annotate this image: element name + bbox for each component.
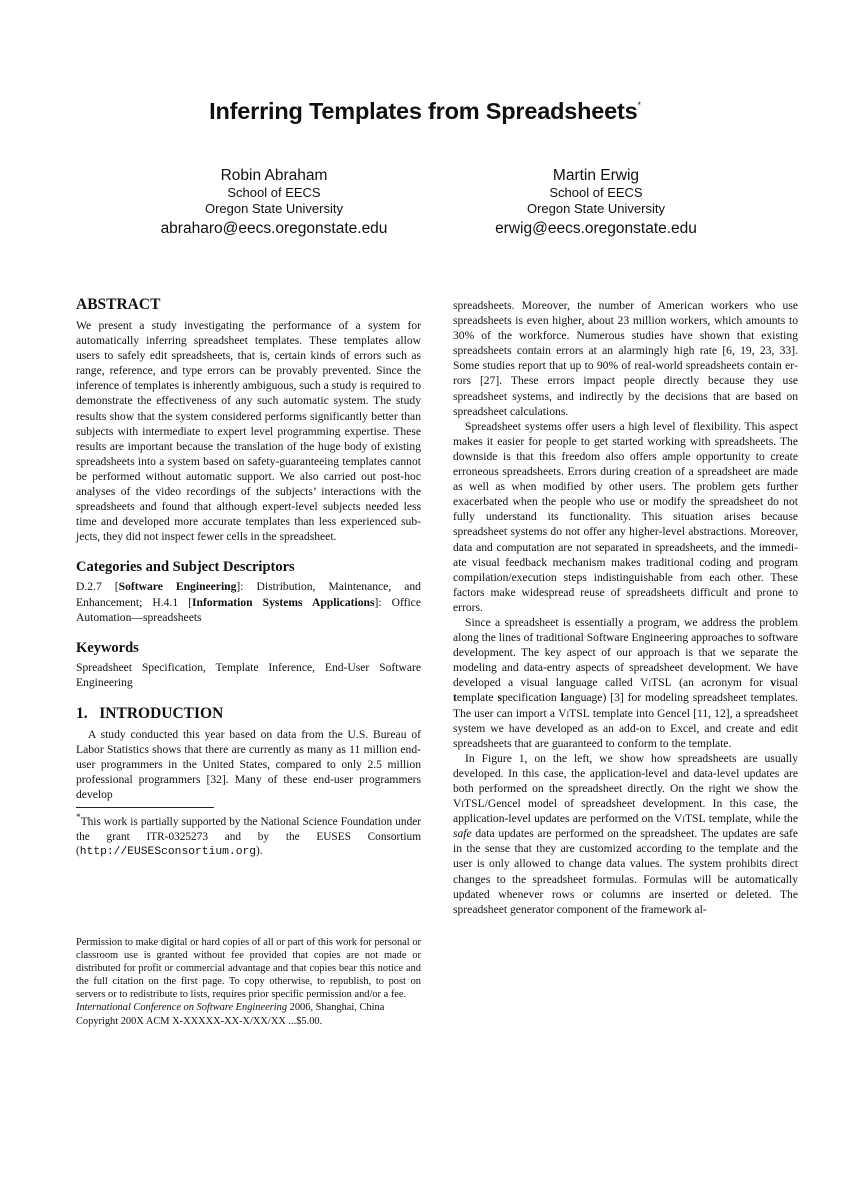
introduction-paragraph: A study conducted this year based on data from the U.S. Bureau of Labor Statistics shows that there are currently as many as 11 million end-user programmers in the United States, compared to only 2.5 million professional programmers [32]. Many of these end-user programmers develop bbox=[76, 727, 421, 802]
right-column bbox=[453, 298, 798, 917]
footnote-url[interactable]: http://EUSESconsortium.org bbox=[79, 846, 257, 859]
author-department: School of EECS bbox=[549, 185, 643, 200]
author-name: Robin Abraham bbox=[220, 167, 328, 184]
author-name: Martin Erwig bbox=[552, 167, 640, 184]
introduction-heading: 1. INTRODUCTION bbox=[76, 704, 224, 722]
paper-title: Inferring Templates from Spreadsheets* bbox=[209, 98, 641, 124]
left-column bbox=[76, 296, 421, 860]
keywords-text: Spreadsheet Specification, Template Inference, End-User Software Engineering bbox=[76, 660, 421, 689]
keywords-heading: Keywords bbox=[76, 639, 139, 656]
author-university: Oregon State University bbox=[204, 201, 343, 216]
permission-notice bbox=[76, 936, 421, 1028]
author-email: abraharo@eecs.oregonstate.edu bbox=[160, 220, 388, 237]
permission-text: Permission to make digital or hard copies of all or part of this work for personal or classroom use is granted without fee provided that copies are not made or distributed for profit or commercial advantage and that copies bear this notice and the full citation on the first page. To copy otherwise, to republish, to post on servers or to redistribute to lists, requires prior specific permission and/or a fee. bbox=[76, 937, 421, 1001]
copyright-line: Copyright 200X ACM X-XXXXX-XX-X/XX/XX ...$5.00. bbox=[76, 1015, 323, 1027]
introduction-paragraph: In Figure 1, on the left, we show how spreadsheets are usually developed. In this case, the application-level and data-level updates are both performed on the spreadsheet directly. On the right we show the ViTSL/Gencel model of spreadsheet development. In this case, the application-level updates are performed on the ViTSL template, while the safe data updates are performed on the spreadsheet. The updates are safe in the sense that they are customized according to the template and the user is only allowed to change data values. The system prohibits direct changes to the spreadsheet formulas. Formulas will be automatically updated whenever rows or columns are inserted or deleted. The spreadsheet generator component of the framework al- bbox=[453, 751, 798, 916]
categories-text: D.2.7 [Software Engineering]: Distribution, Maintenance, and Enhancement; H.4.1 [Information Systems Applications]: Office Automation—spreadsheets bbox=[76, 580, 421, 624]
footnote-divider bbox=[76, 807, 214, 808]
footnote: *This work is partially supported by the National Science Foundation under the grant ITR-0325273 and by the EUSES Consortium (http://EUSESconsortium.org). bbox=[76, 813, 421, 859]
abstract-text: We present a study investigating the performance of a system for automatically inferring spreadsheet templates. These templates allow users to safely edit spreadsheets, that is, certain kinds of errors such as range, reference, and type errors can be provably prevented. Since the inference of templates is inherently ambiguous, such a study is required to demonstrate the effectiveness of any such automatic system. The study results show that the system considered performs significantly better than subjects with intermediate to expert level programming expertise. These results are important because the translation of the huge body of existing spreadsheets into a system based on safety-guaranteeing templates cannot be performed without automatic support. We also carried out post-hoc analyses of the video recordings of the subjects’ interactions with the spreadsheets and found that although expert-level subjects needed less time and developed more accurate templates than less experienced subjects, they did not inspect fewer cells in the spreadsheet. bbox=[76, 319, 421, 544]
author-department: School of EECS bbox=[227, 185, 321, 200]
abstract-heading: ABSTRACT bbox=[76, 296, 161, 313]
title-footnote-mark: * bbox=[637, 100, 641, 110]
author-email: erwig@eecs.oregonstate.edu bbox=[495, 220, 697, 237]
author-university: Oregon State University bbox=[526, 201, 665, 216]
introduction-paragraph: spreadsheets. Moreover, the number of American workers who use spreadsheets is even higher, about 23 million workers, which amounts to 30% of the workforce. Numerous studies have shown that existing spreadsheets contain errors at an alarmingly high rate [6, 19, 23, 33]. Some studies report that up to 90% of real-world spreadsheets contain errors [27]. These errors impact people directly because they use spreadsheet systems, and indirectly by the decisions that are based on spreadsheet calculations. bbox=[453, 299, 798, 418]
introduction-paragraph: Spreadsheet systems offer users a high level of flexibility. This aspect makes it easier for people to get started working with spreadsheets. The downside is that this freedom also offers ample opportunity to create erroneous spreadsheets. Errors during creation of a spreadsheet are made as well as when modified by other users. The problem gets further exacerbated when the people who use or modify the spreadsheet do not fully understand its functionality. This situation arises because spreadsheet systems do not offer any higher-level abstractions. Moreover, data and computation are not separated in spreadsheets, and the immediate visual feedback mechanism makes traditional coding and program compilation/execution steps indistinguishable from each other. These factors make widespread reuse of spreadsheets difficult and prone to errors. bbox=[453, 419, 798, 614]
conference-line: International Conference on Software Engineering 2006, Shanghai, China bbox=[76, 1002, 385, 1014]
introduction-paragraph: Since a spreadsheet is essentially a program, we address the problem along the lines of traditional Software Engineering approaches to software development. The key aspect of our approach is that we separate the modeling and data-entry aspects of spreadsheet development. We have developed a visual language called ViTSL (an acronym for visual template specification language) [3] for modeling spreadsheet templates. The user can import a ViTSL template into Gencel [11, 12], a spreadsheet system we have developed as an add-on to Excel, and create and edit spreadsheets that are guaranteed to conform to the template. bbox=[453, 615, 798, 750]
author-block bbox=[124, 167, 424, 239]
categories-heading: Categories and Subject Descriptors bbox=[76, 559, 295, 576]
author-block bbox=[446, 167, 746, 239]
